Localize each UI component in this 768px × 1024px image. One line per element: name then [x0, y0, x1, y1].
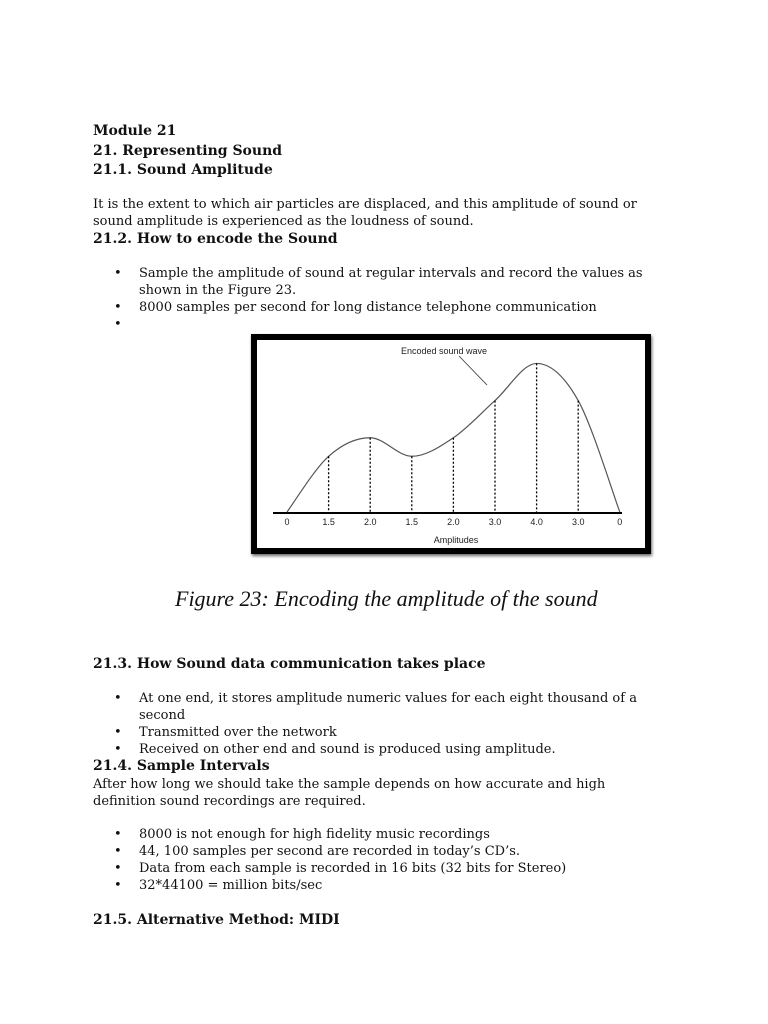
list-item — [114, 316, 669, 333]
tick-label: 4.0 — [530, 517, 543, 527]
amplitude-chart — [257, 340, 645, 548]
list-item: • Data from each sample is recorded in 16 bits (32 bits for Stereo) — [114, 860, 669, 877]
chapter-title: 21. Representing Sound — [93, 143, 283, 159]
list-item: • Sample the amplitude of sound at regular intervals and record the values as shown in the Figure 23. — [114, 265, 669, 299]
tick-label: 3.0 — [488, 517, 502, 527]
section-heading-amplitude: 21.1. Sound Amplitude — [93, 162, 273, 178]
x-axis-label: Amplitudes — [433, 535, 479, 545]
figure-caption: Figure 23: Encoding the amplitude of the sound — [175, 586, 598, 611]
section-heading-midi: 21.5. Alternative Method: MIDI — [93, 912, 340, 928]
list-item: • 44, 100 samples per second are recorded in today’s CD’s. — [114, 843, 669, 860]
encode-bullet-list — [114, 265, 669, 333]
section-heading-sample-intervals: 21.4. Sample Intervals — [93, 758, 270, 774]
figure-frame — [251, 334, 651, 554]
list-item: • 8000 samples per second for long distance telephone communication — [114, 299, 669, 316]
list-item: • Transmitted over the network — [114, 724, 669, 741]
tick-label: 0 — [617, 517, 623, 527]
list-item: • 8000 is not enough for high fidelity music recordings — [114, 826, 669, 843]
tick-label: 3.0 — [571, 517, 585, 527]
section-heading-encode: 21.2. How to encode the Sound — [93, 231, 338, 247]
tick-label: 1.5 — [322, 517, 335, 527]
tick-label: 2.0 — [447, 517, 460, 527]
communication-bullet-list — [114, 690, 669, 758]
amplitude-paragraph: It is the extent to which air particles are displaced, and this amplitude of sound or sound amplitude is experienced as the loudness of sound. — [93, 197, 637, 229]
sample-intervals-paragraph: After how long we should take the sample depends on how accurate and high definition sound recordings are required. — [93, 777, 606, 809]
list-item: • Received on other end and sound is produced using amplitude. — [114, 741, 669, 758]
module-title: Module 21 — [93, 123, 177, 139]
section-heading-communication: 21.3. How Sound data communication takes place — [93, 656, 486, 672]
tick-label: 2.0 — [363, 517, 377, 527]
list-item: • At one end, it stores amplitude numeric values for each eight thousand of a second — [114, 690, 669, 724]
sample-intervals-bullet-list — [114, 826, 669, 894]
tick-label: 0 — [284, 517, 290, 527]
tick-label: 1.5 — [405, 517, 419, 527]
list-item: • 32*44100 = million bits/sec — [114, 877, 669, 894]
annotation-label: Encoded sound wave — [400, 346, 488, 356]
